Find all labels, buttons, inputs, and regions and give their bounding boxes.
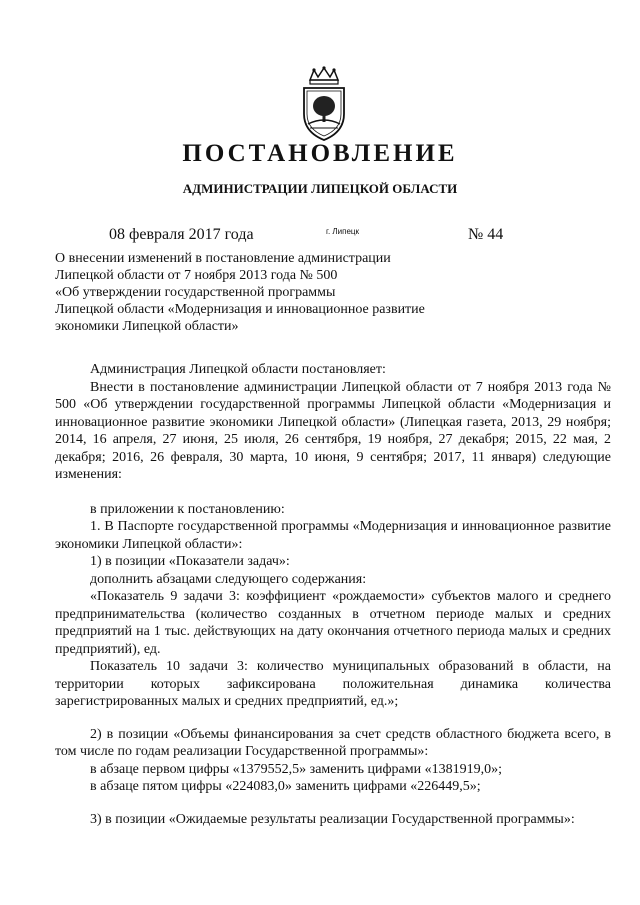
paragraph: в приложении к постановлению:	[90, 501, 285, 517]
paragraph: 1) в позиции «Показатели задач»:	[90, 554, 290, 569]
paragraph: 1. В Паспорте государственной программы «Модернизация и инновационное развитие экономики Липецкой области»:	[55, 519, 611, 552]
document-body	[55, 361, 611, 828]
issuer-title: АДМИНИСТРАЦИИ ЛИПЕЦКОЙ ОБЛАСТИ	[182, 181, 458, 196]
paragraph: Показатель 10 задачи 3: количество муниципальных образований в области, на территории которых зафиксирована положительная динамика количества зарегистрированных малых и средних предприятий, ед.»;	[55, 659, 611, 709]
paragraph: 2) в позиции «Объемы финансирования за счет средств областного бюджета всего, в том числе по годам реализации Государственной программы»:	[55, 726, 611, 759]
document-type-title: ПОСТАНОВЛЕНИЕ	[182, 140, 458, 167]
coat-of-arms-icon	[296, 66, 352, 142]
subject-line: «Об утверждении государственной программы	[55, 285, 336, 300]
paragraph: Внести в постановление администрации Липецкой области от 7 ноября 2013 года № 500 «Об утверждении государственной программы Липецкой области «Модернизация и инновационное развитие экономики Липецкой области» (Липецкая газета, 2013, 29 ноября; 2014, 16 апреля, 27 июня, 25 июля, 26 сентября, 19 ноября, 27 декабря; 2015, 22 мая, 2 декабря; 2016, 26 февраля, 30 марта, 10 июня, 9 сентября; 2017, 11 января) следующие изменения:	[55, 379, 611, 482]
document-number: № 44	[468, 226, 504, 243]
subject-line: экономики Липецкой области»	[55, 319, 239, 334]
paragraph: в абзаце первом цифры «1379552,5» заменить цифрами «1381919,0»;	[90, 761, 502, 777]
document-subject	[55, 250, 425, 335]
paragraph: дополнить абзацами следующего содержания:	[90, 571, 367, 587]
paragraph: 3) в позиции «Ожидаемые результаты реализации Государственной программы»:	[90, 811, 575, 827]
subject-line: О внесении изменений в постановление администрации	[55, 251, 391, 266]
subject-line: Липецкой области от 7 ноября 2013 года № 500	[55, 268, 338, 283]
document-date: 08 февраля 2017 года	[109, 226, 254, 243]
paragraph: в абзаце пятом цифры «224083,0» заменить цифрами «226449,5»;	[90, 779, 481, 794]
paragraph: «Показатель 9 задачи 3: коэффициент «рождаемости» субъектов малого и среднего предпринимательства (количество созданных в отчетном периоде малых и средних предприятий на 1 тыс. действующих на дату окончания отчетного периода малых и средних предприятий), ед.	[55, 589, 611, 657]
paragraph: Администрация Липецкой области постановляет:	[90, 362, 386, 377]
document-city: г. Липецк	[326, 227, 359, 236]
subject-line: Липецкой области «Модернизация и инновационное развитие	[55, 302, 425, 317]
